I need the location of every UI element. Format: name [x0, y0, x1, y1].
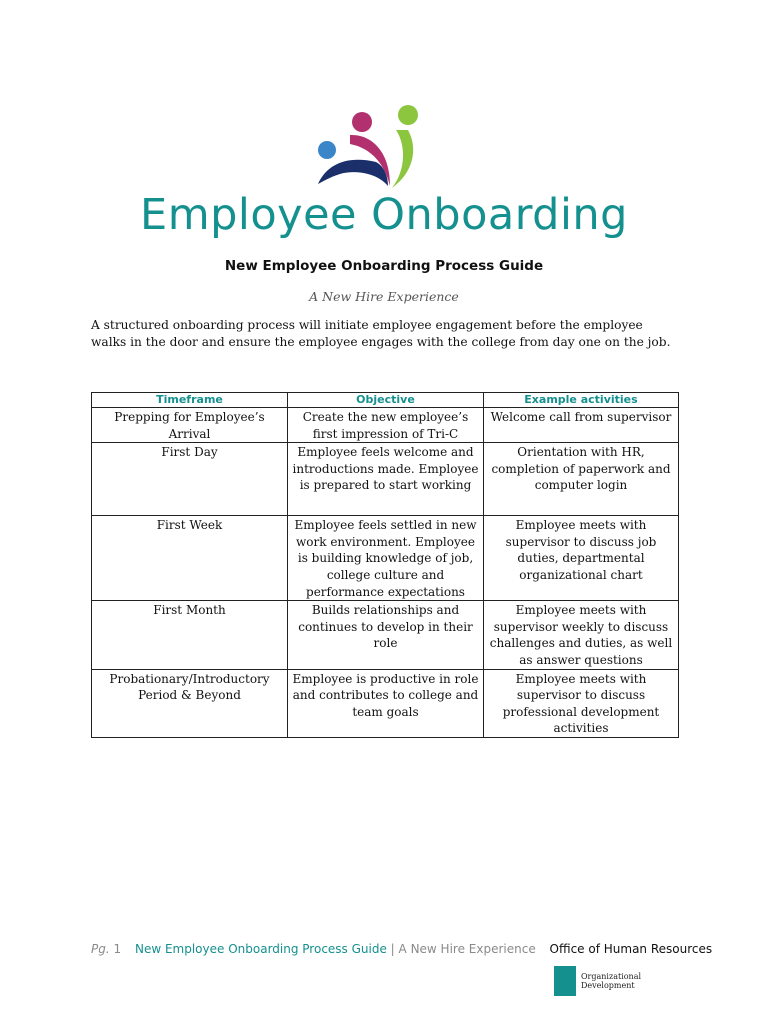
footer-separator: | [386, 942, 395, 956]
timeframe-cell: Probationary/Introductory Period & Beyond [92, 669, 288, 737]
logo-figure-magenta-head [352, 112, 372, 132]
objective-cell: Employee feels welcome and introductions made. Employee is prepared to start working [288, 443, 484, 516]
objective-cell: Employee feels settled in new work environment. Employee is building knowledge of job, college culture and performance expectations [288, 516, 484, 601]
table-row [92, 669, 679, 737]
activities-cell: Employee meets with supervisor weekly to discuss challenges and duties, as well as answer questions [484, 601, 679, 669]
column-header-objective: Objective [288, 393, 484, 408]
table-row [92, 443, 679, 516]
objective-cell: Builds relationships and continues to develop in their role [288, 601, 484, 669]
footer-office: Office of Human Resources [549, 942, 713, 956]
column-header-example-activities: Example activities [484, 393, 679, 408]
onboarding-timeline-table [91, 392, 679, 738]
od-line-2: Development [581, 981, 635, 990]
timeframe-cell: First Month [92, 601, 288, 669]
objective-cell: Create the new employee’s first impression of Tri-C [288, 408, 484, 443]
table-row [92, 408, 679, 443]
page-number: 1 [113, 942, 122, 956]
activities-cell: Orientation with HR, completion of paperwork and computer login [484, 443, 679, 516]
intro-paragraph: A structured onboarding process will initiate employee engagement before the employee walks in the door and ensure the employee engages with the college from day one on the job. [91, 318, 671, 349]
od-line-1: Organizational [581, 972, 642, 981]
document-tagline: A New Hire Experience [309, 289, 459, 304]
logo-figure-green-body [392, 130, 413, 188]
logo-figure-navy-body [318, 160, 388, 186]
timeframe-cell: First Day [92, 443, 288, 516]
logo-figure-blue-head [318, 141, 336, 159]
footer-guide-title: New Employee Onboarding Process Guide [134, 942, 387, 956]
college-seal-icon [554, 966, 576, 996]
table-header-row [92, 393, 679, 408]
page-footer [91, 942, 713, 956]
document-title: Employee Onboarding [140, 190, 628, 240]
page-label: Pg. [91, 942, 110, 956]
document-subtitle: New Employee Onboarding Process Guide [224, 258, 544, 274]
od-logo-text [581, 972, 641, 990]
activities-cell: Employee meets with supervisor to discuss professional development activities [484, 669, 679, 737]
table-row [92, 601, 679, 669]
timeframe-cell: First Week [92, 516, 288, 601]
activities-cell: Welcome call from supervisor [484, 408, 679, 443]
activities-cell: Employee meets with supervisor to discuss job duties, departmental organizational chart [484, 516, 679, 601]
timeframe-cell: Prepping for Employee’s Arrival [92, 408, 288, 443]
logo-figure-green-head [398, 105, 418, 125]
organizational-development-logo [554, 966, 649, 998]
table-row [92, 516, 679, 601]
footer-tagline: A New Hire Experience [398, 942, 536, 956]
column-header-timeframe: Timeframe [92, 393, 288, 408]
objective-cell: Employee is productive in role and contributes to college and team goals [288, 669, 484, 737]
onboarding-logo [310, 100, 430, 192]
